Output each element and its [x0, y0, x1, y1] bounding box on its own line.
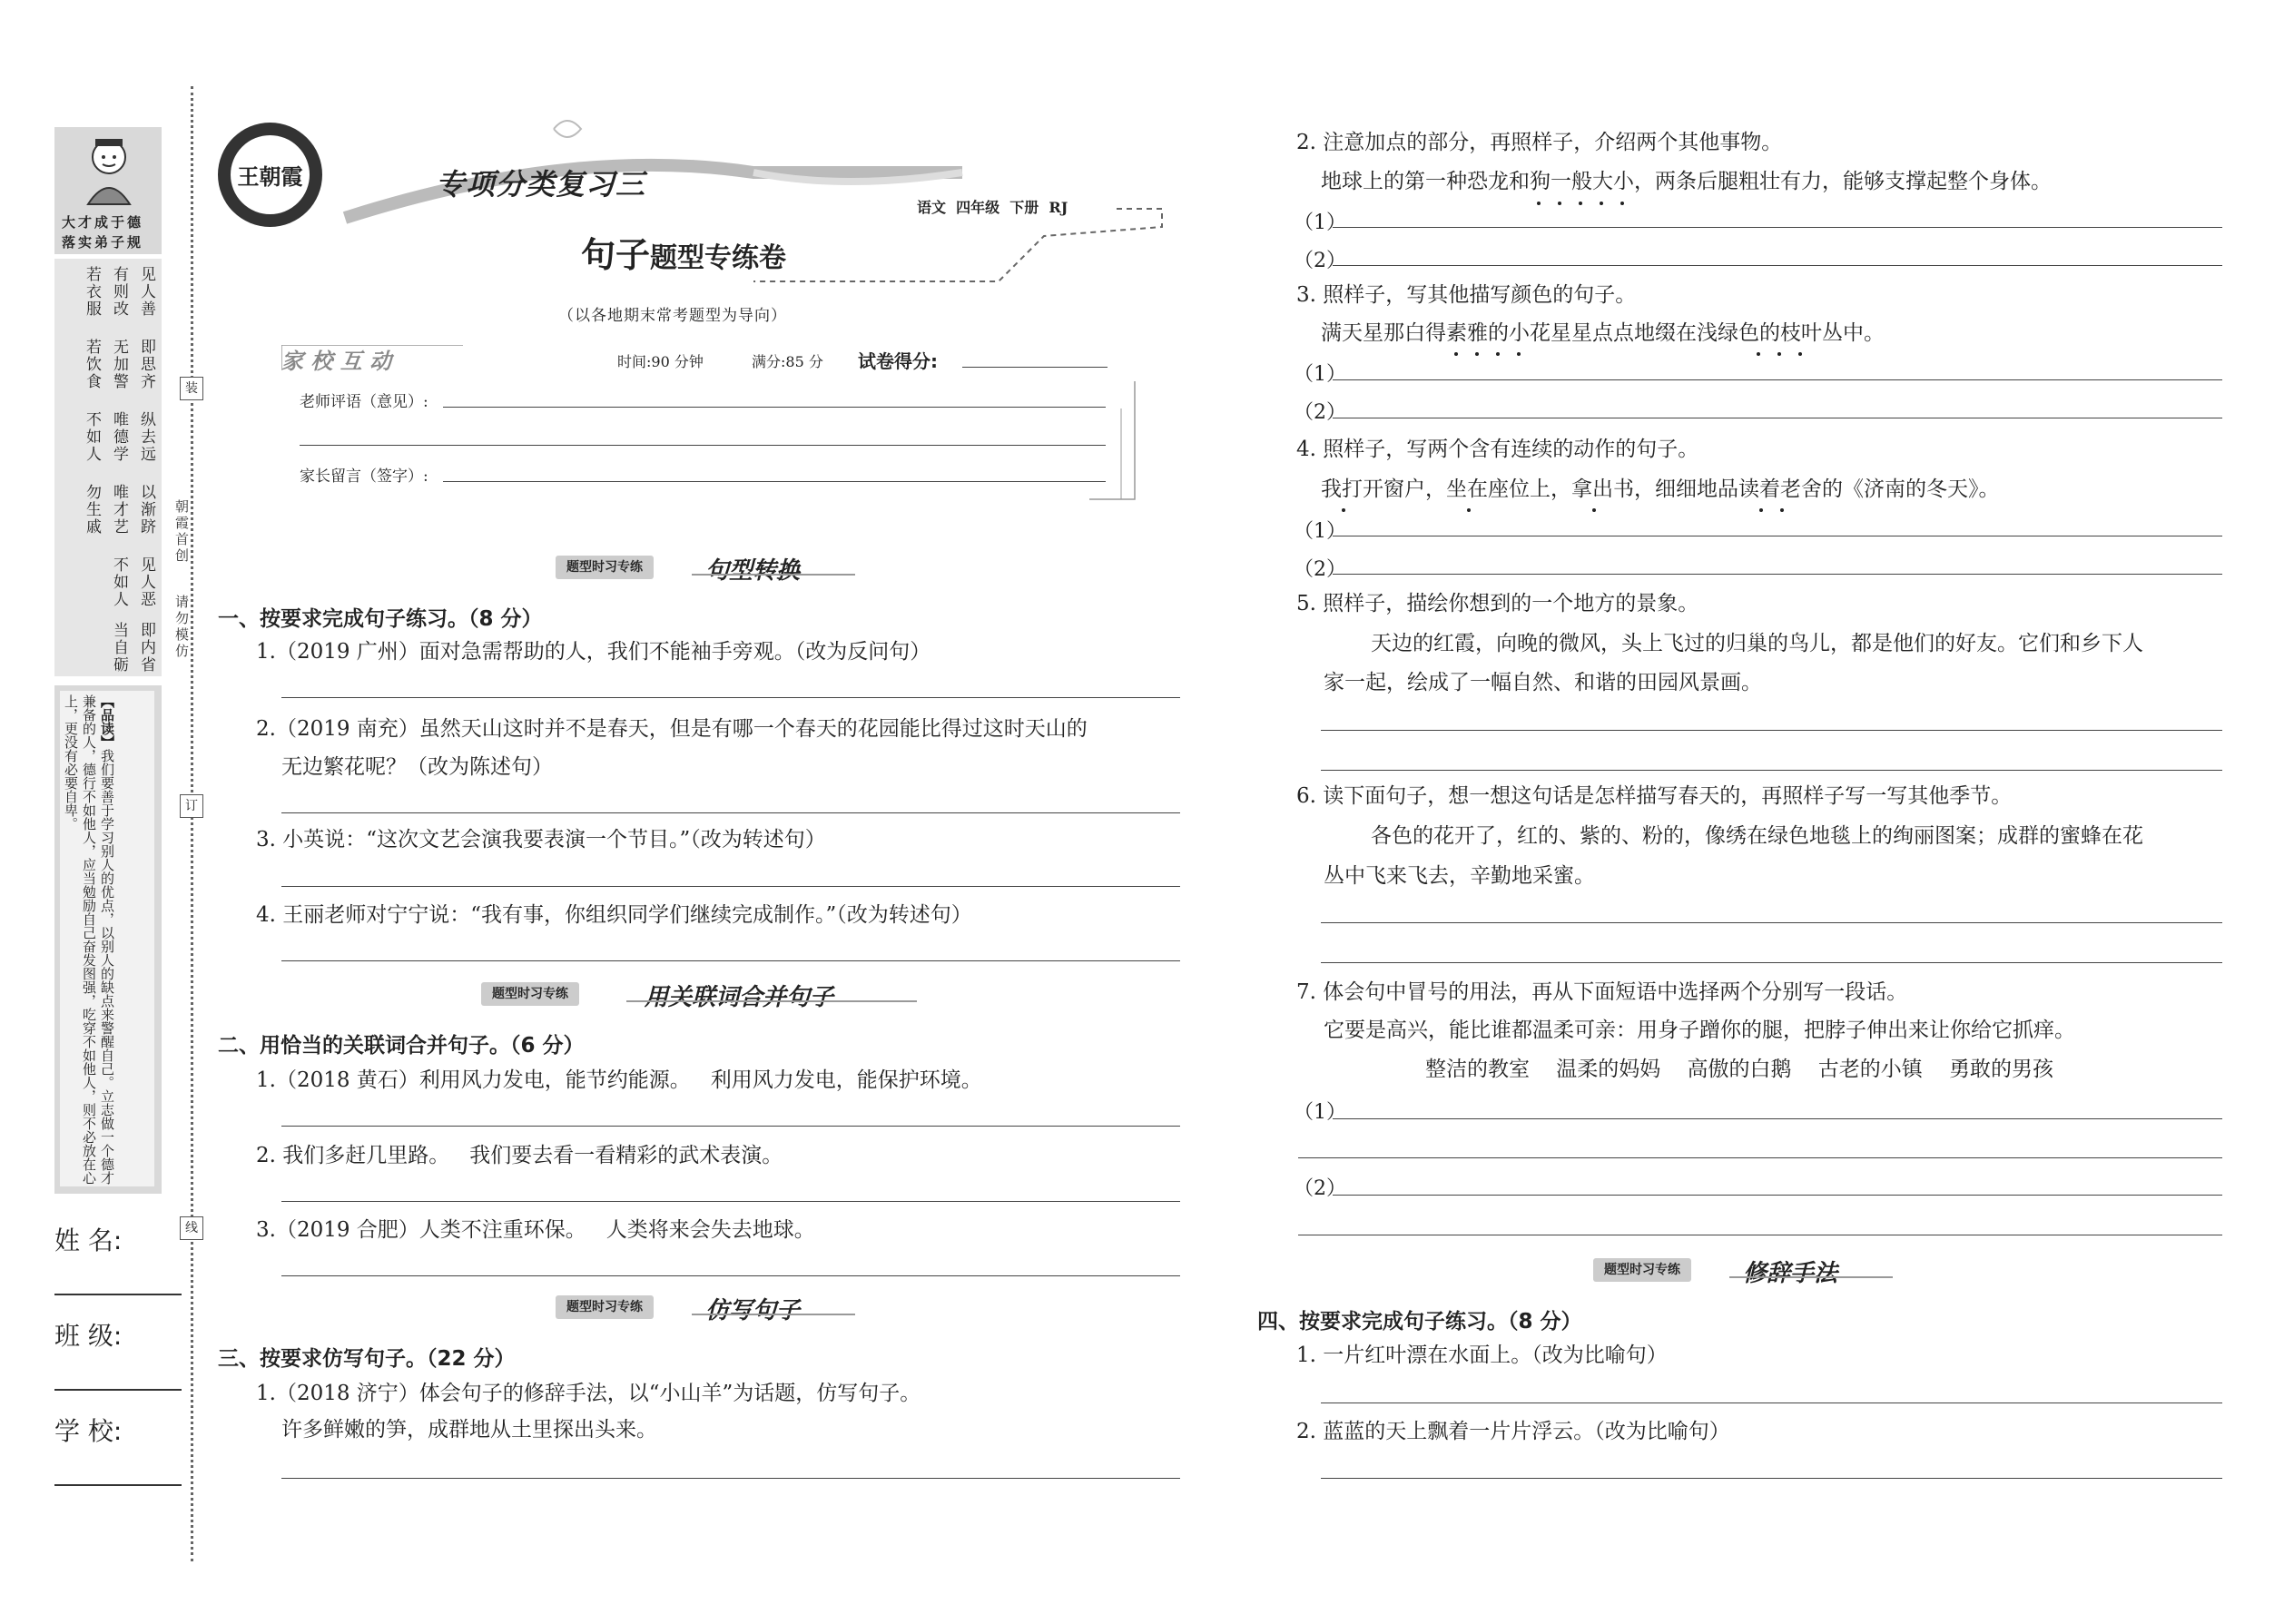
parent-message-label: 家长留言（签字）:: [300, 468, 428, 486]
s3-q7: 7. 体会句中冒号的用法，再从下面短语中选择两个分别写一段话。: [1296, 980, 1908, 1004]
s2-q3-answer[interactable]: [281, 1275, 1180, 1276]
parent-message-field[interactable]: [443, 481, 1106, 482]
s3-q3: 3. 照样子，写其他描写颜色的句子。: [1296, 283, 1637, 307]
s3-q5-example-2: 家一起，绘成了一幅自然、和谐的田园风景画。: [1324, 671, 1762, 694]
school-field[interactable]: [54, 1484, 182, 1486]
motto-col: 若饮食: [83, 339, 101, 390]
binding-cut-line: [191, 86, 193, 1561]
s3-q6-answer-2[interactable]: [1321, 962, 2222, 963]
s3-q7-answer-2a[interactable]: [1333, 1195, 2222, 1196]
reading-title: 【品读】: [99, 694, 115, 749]
logo-seal: [218, 123, 322, 227]
emphasis-dot: [1759, 508, 1763, 512]
motto-col: 见人善: [137, 266, 155, 318]
s3-q2-example: 地球上的第一种恐龙和狗一般大小，两条后腿粗壮有力，能够支撑起整个身体。: [1321, 170, 2052, 193]
banner-title: 修辞手法: [1743, 1260, 1838, 1287]
s2-q3: 3.（2019 合肥）人类不注重环保。 人类将来会失去地球。: [256, 1218, 815, 1242]
school-label: 学 校:: [54, 1416, 123, 1446]
series-title: 专项分类复习三: [436, 167, 646, 202]
mascot-icon: [77, 132, 141, 209]
s3-q3-example: 满天星那白得素雅的小花星星点点地缀在浅绿色的枝叶丛中。: [1321, 321, 1885, 345]
emphasis-dot: [1780, 508, 1784, 512]
s1-q2-line1: 2.（2019 南充）虽然天山这时并不是春天，但是有哪一个春天的花园能比得过这时天山的: [256, 717, 1088, 741]
banner-tag: 题型时习专练: [556, 1295, 654, 1319]
emphasis-dot: [1798, 352, 1802, 356]
binding-mark-mid: 订: [180, 794, 203, 818]
s3-q6-answer-1[interactable]: [1321, 922, 2222, 923]
s3-q1-line1: 1.（2018 济宁）体会句子的修辞手法，以“小山羊”为话题，仿写句子。: [256, 1382, 921, 1405]
s3-q5-answer-1[interactable]: [1321, 730, 2222, 731]
logo-text: 王朝霞: [237, 163, 303, 190]
s3-q4-answer-2[interactable]: [1333, 574, 2222, 575]
banner-tag: 题型时习专练: [556, 556, 654, 579]
banner-sentence-transform: [556, 552, 855, 583]
s2-q2-answer[interactable]: [281, 1201, 1180, 1202]
s3-q6-example-2: 丛中飞来飞去，辛勤地采蜜。: [1324, 864, 1595, 888]
banner-rhetoric: [1593, 1255, 1893, 1285]
motto-col: 若衣服: [83, 266, 101, 318]
banner-title: 仿写句子: [705, 1297, 801, 1324]
s3-q7-example: 它要是高兴，能比谁都温柔可亲：用身子蹭你的腿，把脖子伸出来让你给它抓痒。: [1324, 1019, 2075, 1042]
main-title-rest: 题型专练卷: [650, 242, 787, 274]
section-2-title: 二、用恰当的关联词合并句子。（6 分）: [218, 1034, 585, 1058]
s3-q2-answer-2[interactable]: [1333, 265, 2222, 266]
course-meta: 语文 四年级 下册 RJ: [917, 199, 1068, 216]
s2-q2: 2. 我们多赶几里路。 我们要去看一看精彩的武术表演。: [256, 1144, 783, 1167]
emphasis-dot: [1467, 508, 1471, 512]
s1-q1-answer[interactable]: [281, 697, 1180, 698]
s3-q7-num2: （2）: [1294, 1177, 1346, 1200]
emphasis-dot: [1558, 202, 1561, 205]
s3-q7-answer-1a[interactable]: [1333, 1118, 2222, 1119]
s2-q1-answer[interactable]: [281, 1126, 1180, 1127]
s3-q7-num1: （1）: [1294, 1101, 1346, 1124]
s3-q7-phrases: 整洁的教室 温柔的妈妈 高傲的白鹅 古老的小镇 勇敢的男孩: [1425, 1058, 2053, 1081]
s3-q6: 6. 读下面句子，想一想这句话是怎样描写春天的，再照样子写一写其他季节。: [1296, 784, 2013, 808]
binding-mark-top: 装: [180, 377, 203, 400]
banner-tag: 题型时习专练: [481, 982, 579, 1006]
main-title-big: 句子: [581, 235, 651, 275]
s3-q4-example: 我打开窗户，坐在座位上，拿出书，细细地品读着老舍的《济南的冬天》。: [1321, 477, 2000, 501]
s4-q2-answer[interactable]: [1321, 1478, 2222, 1479]
s3-q5: 5. 照样子，描绘你想到的一个地方的景象。: [1296, 592, 1699, 615]
emphasis-dot: [1496, 352, 1500, 356]
emphasis-dot: [1517, 352, 1521, 356]
s3-q2-num1: （1）: [1294, 212, 1346, 234]
s4-q1: 1. 一片红叶漂在水面上。（改为比喻句）: [1296, 1343, 1668, 1367]
exam-time: 时间:90 分钟: [617, 353, 704, 370]
reading-box: [54, 685, 162, 1194]
emphasis-dot: [1342, 508, 1345, 512]
copyright-note-1: 朝霞首创: [173, 499, 190, 565]
motto-col: 纵去远: [137, 411, 155, 463]
banner-arrow: [692, 574, 855, 576]
section-3-title: 三、按要求仿写句子。（22 分）: [218, 1347, 516, 1371]
emphasis-dot: [1777, 352, 1781, 356]
copyright-note-2: 请勿模仿: [173, 595, 190, 660]
s1-q3: 3. 小英说：“这次文艺会演我要表演一个节目。”（改为转述句）: [256, 828, 826, 851]
slogan-2: 落实弟子规: [62, 234, 144, 251]
emphasis-dot: [1537, 202, 1541, 205]
banner-title: 用关联词合并句子: [645, 984, 834, 1011]
emphasis-dot: [1620, 202, 1624, 205]
s3-q5-answer-2[interactable]: [1321, 770, 2222, 771]
s3-q4-num2: （2）: [1294, 558, 1346, 581]
banner-imitation: [556, 1292, 855, 1323]
emphasis-dot: [1600, 202, 1603, 205]
exam-guide: （以各地期末常考题型为导向）: [558, 307, 787, 325]
s1-q4-answer[interactable]: [281, 960, 1180, 961]
banner-title: 句型转换: [705, 557, 801, 585]
motto-col: 见人恶: [137, 556, 155, 608]
teacher-comment-label: 老师评语（意见）:: [300, 393, 428, 411]
motto-col: 有则改: [110, 266, 128, 318]
motto-col: 即内省: [137, 622, 155, 674]
name-field[interactable]: [54, 1294, 182, 1295]
emphasis-dot: [1475, 352, 1479, 356]
s3-q3-num2: （2）: [1294, 401, 1346, 424]
s1-q1: 1.（2019 广州）面对急需帮助的人，我们不能袖手旁观。（改为反问句）: [256, 640, 931, 664]
score-field[interactable]: [962, 367, 1108, 368]
binding-mark-bot: 线: [180, 1216, 203, 1240]
section-1-title: 一、按要求完成句子练习。（8 分）: [218, 607, 543, 631]
class-label: 班 级:: [54, 1321, 123, 1351]
banner-arrow: [626, 1000, 917, 1002]
motto-col: 唯才艺: [110, 484, 128, 536]
slogan-1: 大才成于德: [62, 214, 144, 231]
motto-col: 勿生戚: [83, 484, 101, 536]
motto-col: 当自砺: [110, 622, 128, 674]
s1-q2-line2: 无边繁花呢？（改为陈述句）: [281, 755, 553, 779]
motto-col: 即思齐: [137, 339, 155, 390]
s3-q3-answer-1[interactable]: [1333, 379, 2222, 380]
emphasis-dot: [1757, 352, 1760, 356]
emphasis-dot: [1592, 508, 1596, 512]
s3-q2-num2: （2）: [1294, 250, 1346, 272]
banner-tag: 题型时习专练: [1593, 1258, 1691, 1282]
motto-box: [54, 259, 162, 676]
s1-q2-answer[interactable]: [281, 812, 1180, 813]
s2-q1: 1.（2018 黄石）利用风力发电，能节约能源。 利用风力发电，能保护环境。: [256, 1068, 982, 1092]
motto-col: 无加警: [110, 339, 128, 390]
teacher-comment-field-2[interactable]: [300, 445, 1106, 446]
s3-q5-example-1: 天边的红霞，向晚的微风，头上飞过的归巢的鸟儿，都是他们的好友。它们和乡下人: [1371, 632, 2143, 655]
sidebar-header-box: [54, 127, 162, 254]
family-school-badge: 家 校 互 动: [281, 349, 392, 374]
s4-q2: 2. 蓝蓝的天上飘着一片片浮云。（改为比喻句）: [1296, 1420, 1730, 1443]
motto-col: 以渐跻: [137, 484, 155, 536]
s3-q1-answer[interactable]: [281, 1478, 1180, 1479]
s3-q2: 2. 注意加点的部分，再照样子，介绍两个其他事物。: [1296, 131, 1783, 154]
s3-q3-num1: （1）: [1294, 363, 1346, 386]
score-label: 试卷得分:: [858, 350, 938, 372]
s3-q7-answer-1b[interactable]: [1298, 1157, 2222, 1158]
name-label: 姓 名:: [54, 1225, 123, 1255]
s3-q4-num1: （1）: [1294, 520, 1346, 543]
s3-q2-answer-1[interactable]: [1333, 227, 2222, 228]
s3-q6-example-1: 各色的花开了，红的、紫的、粉的，像绣在绿色地毯上的绚丽图案；成群的蜜蜂在花: [1371, 824, 2143, 848]
class-field[interactable]: [54, 1389, 182, 1391]
emphasis-dot: [1454, 352, 1458, 356]
s3-q4: 4. 照样子，写两个含有连续的动作的句子。: [1296, 438, 1699, 461]
teacher-comment-field[interactable]: [443, 407, 1106, 408]
s1-q4: 4. 王丽老师对宁宁说：“我有事，你组织同学们继续完成制作。”（改为转述句）: [256, 903, 972, 927]
motto-col: 唯德学: [110, 411, 128, 463]
banner-arrow: [1729, 1276, 1893, 1278]
motto-col: 不如人: [110, 556, 128, 608]
banner-conjunction: [481, 979, 917, 1009]
exam-full-score: 满分:85 分: [752, 353, 823, 370]
motto-col: 不如人: [83, 411, 101, 463]
reading-inner: [60, 691, 154, 1186]
banner-arrow: [692, 1314, 855, 1315]
emphasis-dot: [1579, 202, 1582, 205]
reading-text: 【品读】我们要善于学习别人的优点，以别人的缺点来警醒自己。立志做一个德才兼备的人，德行不如他人，应当勉励自己奋发图强，吃穿不如他人，则不必放在心上，更没有必要自卑。: [63, 694, 115, 1185]
section-4-title: 四、按要求完成句子练习。（8 分）: [1257, 1310, 1582, 1334]
main-title: [581, 227, 786, 277]
s3-q1-example: 许多鲜嫩的笋，成群地从土里探出头来。: [281, 1418, 657, 1442]
s1-q3-answer[interactable]: [281, 886, 1180, 887]
